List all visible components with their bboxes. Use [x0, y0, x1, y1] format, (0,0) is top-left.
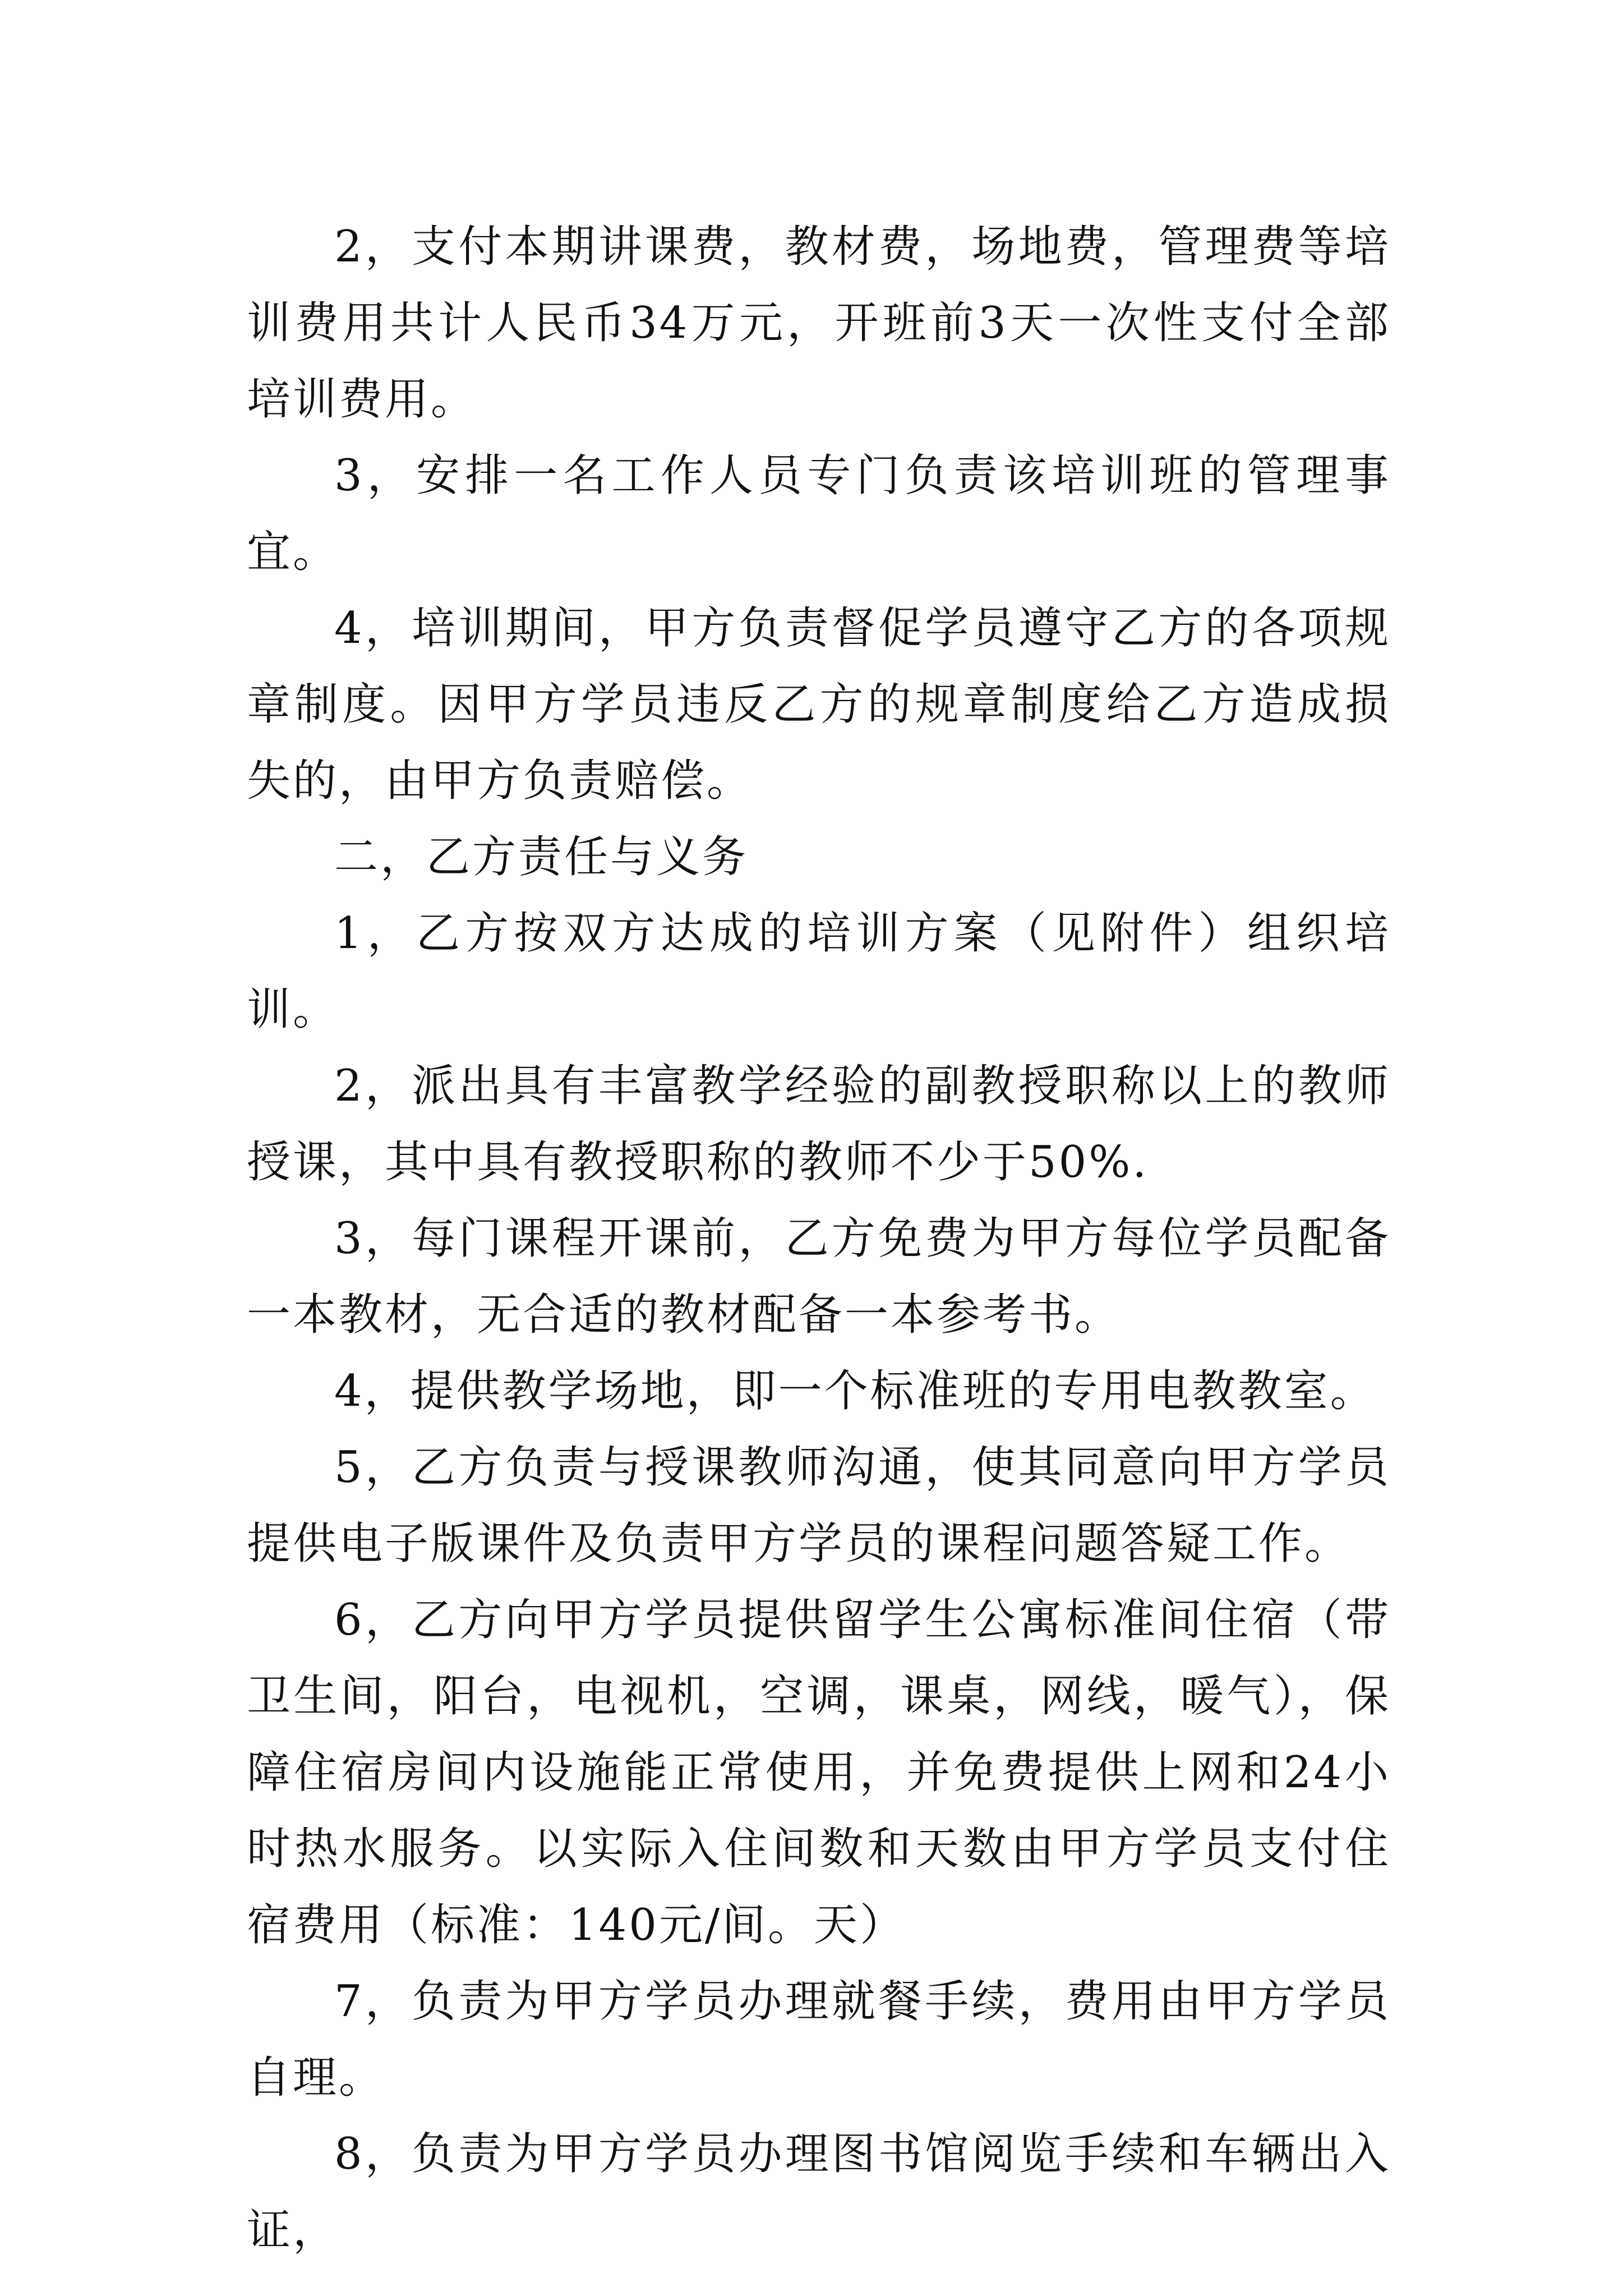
paragraph-party-b-item-8: 8，负责为甲方学员办理图书馆阅览手续和车辆出入证，	[247, 2129, 1391, 2256]
paragraph-party-b-item-7: 7，负责为甲方学员办理就餐手续，费用由甲方学员自理。	[247, 1976, 1391, 2103]
document-body	[247, 209, 1391, 2269]
paragraph-party-a-item-2: 2，支付本期讲课费，教材费，场地费，管理费等培训费用共计人民币34万元，开班前3天一次性支付全部培训费用。	[247, 222, 1391, 425]
paragraph-party-a-item-4: 4，培训期间，甲方负责督促学员遵守乙方的各项规章制度。因甲方学员违反乙方的规章制度给乙方造成损失的，由甲方负责赔偿。	[247, 603, 1391, 806]
paragraph-party-b-item-4: 4，提供教学场地，即一个标准班的专用电教教室。	[334, 1366, 1376, 1416]
paragraph-party-a-item-3: 3，安排一名工作人员专门负责该培训班的管理事宜。	[247, 450, 1391, 577]
paragraph-party-b-item-1: 1，乙方按双方达成的培训方案（见附件）组织培训。	[247, 908, 1391, 1035]
paragraph-party-b-item-6: 6，乙方向甲方学员提供留学生公寓标准间住宿（带卫生间，阳台，电视机，空调，课桌，网线，暖气），保障住宿房间内设施能正常使用，并免费提供上网和24小时热水服务。以实际入住间数和天数由甲方学员支付住宿费用（标准：140元/间。天）	[247, 1595, 1391, 1950]
paragraph-party-b-item-5: 5，乙方负责与授课教师沟通，使其同意向甲方学员提供电子版课件及负责甲方学员的课程问题答疑工作。	[247, 1442, 1391, 1569]
section-heading-party-b: 二，乙方责任与义务	[334, 832, 749, 882]
paragraph-party-b-item-2: 2，派出具有丰富教学经验的副教授职称以上的教师授课，其中具有教授职称的教师不少于50%.	[247, 1061, 1391, 1188]
paragraph-party-b-item-3: 3，每门课程开课前，乙方免费为甲方每位学员配备一本教材，无合适的教材配备一本参考书。	[247, 1213, 1391, 1340]
